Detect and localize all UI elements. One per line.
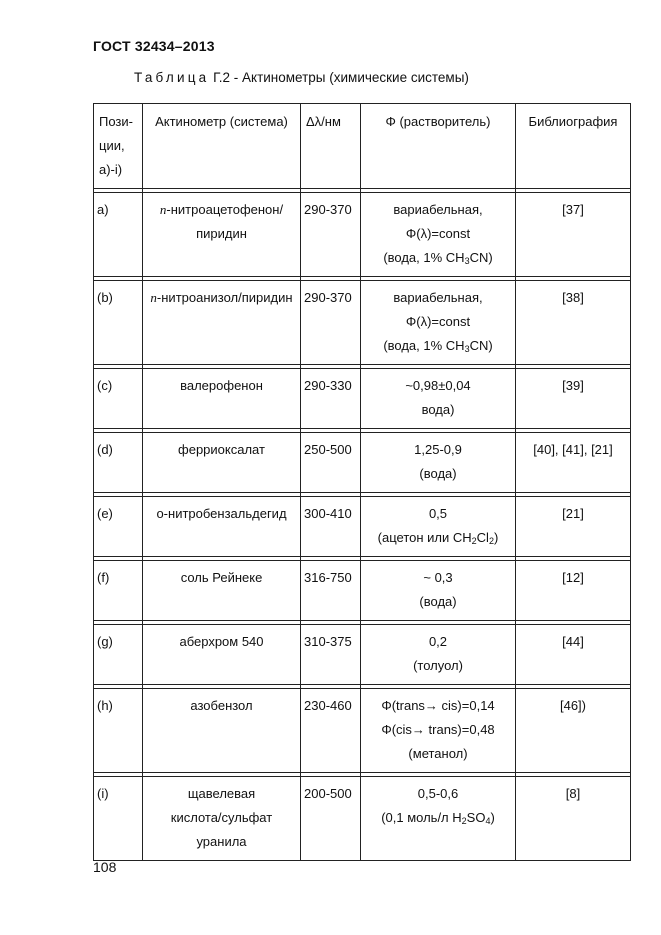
phi-line bbox=[364, 782, 512, 806]
actinometer-line bbox=[146, 830, 297, 854]
cell-range: 250-500 bbox=[301, 433, 361, 493]
phi-line bbox=[364, 630, 512, 654]
header-phi: Φ (растворитель) bbox=[361, 104, 516, 189]
actinometer-line bbox=[146, 222, 297, 246]
cell-actinometer bbox=[143, 689, 301, 773]
cell-position: (g) bbox=[94, 625, 143, 685]
actinometer-text: валерофенон bbox=[180, 378, 263, 393]
header-position-line: ции, bbox=[99, 138, 125, 153]
cell-bibliography: [39] bbox=[516, 369, 631, 429]
cell-phi bbox=[361, 193, 516, 277]
header-position-line: а)-i) bbox=[99, 162, 123, 177]
phi-line bbox=[364, 438, 512, 462]
table-row bbox=[94, 281, 631, 365]
actinometer-prefix: n bbox=[159, 202, 167, 217]
header-position bbox=[94, 104, 143, 189]
cell-bibliography: [12] bbox=[516, 561, 631, 621]
cell-bibliography: [8] bbox=[516, 777, 631, 861]
phi-text: (вода) bbox=[419, 466, 457, 481]
phi-text: 0,5 bbox=[428, 506, 448, 521]
phi-text: ) bbox=[490, 810, 495, 825]
phi-text: (толуол) bbox=[413, 658, 463, 673]
cell-position: (f) bbox=[94, 561, 143, 621]
phi-text: вариабельная, bbox=[393, 202, 483, 217]
phi-text: Φ(cis→ trans)=0,48 bbox=[381, 722, 495, 737]
phi-line bbox=[364, 654, 512, 678]
table-row bbox=[94, 497, 631, 557]
phi-text: 0,5-0,6 bbox=[417, 786, 459, 801]
actinometer-text: кислота/сульфат bbox=[170, 810, 273, 825]
cell-bibliography: [40], [41], [21] bbox=[516, 433, 631, 493]
phi-line bbox=[364, 566, 512, 590]
phi-line bbox=[364, 198, 512, 222]
cell-phi bbox=[361, 561, 516, 621]
actinometer-line bbox=[146, 438, 297, 462]
cell-phi bbox=[361, 281, 516, 365]
cell-actinometer bbox=[143, 433, 301, 493]
actinometer-text: -нитроанизол/пиридин bbox=[156, 290, 293, 305]
cell-phi bbox=[361, 625, 516, 685]
phi-subscript: 2 bbox=[471, 536, 477, 546]
cell-actinometer bbox=[143, 281, 301, 365]
phi-subscript: 3 bbox=[464, 256, 470, 266]
phi-text: (вода, 1% CH bbox=[383, 250, 465, 265]
page-number: 108 bbox=[93, 859, 117, 875]
phi-text: 0,2 bbox=[428, 634, 448, 649]
phi-text: (вода) bbox=[419, 594, 457, 609]
header-range: Δλ/нм bbox=[301, 104, 361, 189]
cell-phi bbox=[361, 497, 516, 557]
actinometer-line bbox=[146, 566, 297, 590]
phi-subscript: 2 bbox=[461, 816, 467, 826]
cell-actinometer bbox=[143, 369, 301, 429]
cell-actinometer bbox=[143, 497, 301, 557]
header-bibliography: Библиография bbox=[516, 104, 631, 189]
cell-actinometer bbox=[143, 625, 301, 685]
actinometer-text: аберхром 540 bbox=[179, 634, 264, 649]
phi-line bbox=[364, 374, 512, 398]
cell-actinometer bbox=[143, 777, 301, 861]
phi-text: CN) bbox=[469, 338, 493, 353]
cell-phi bbox=[361, 369, 516, 429]
phi-line bbox=[364, 462, 512, 486]
table-row bbox=[94, 193, 631, 277]
cell-bibliography: [38] bbox=[516, 281, 631, 365]
actinometer-line bbox=[146, 286, 297, 310]
cell-phi bbox=[361, 433, 516, 493]
table-row bbox=[94, 561, 631, 621]
phi-line bbox=[364, 286, 512, 310]
phi-line bbox=[364, 334, 512, 358]
cell-actinometer bbox=[143, 561, 301, 621]
cell-range: 316-750 bbox=[301, 561, 361, 621]
cell-position: (c) bbox=[94, 369, 143, 429]
actinometer-line bbox=[146, 198, 297, 222]
cell-range: 300-410 bbox=[301, 497, 361, 557]
actinometer-line bbox=[146, 694, 297, 718]
phi-line bbox=[364, 694, 512, 718]
actinometer-line bbox=[146, 806, 297, 830]
actinometer-text: щавелевая bbox=[187, 786, 256, 801]
header-actinometer: Актинометр (система) bbox=[143, 104, 301, 189]
cell-bibliography: [44] bbox=[516, 625, 631, 685]
cell-position: (h) bbox=[94, 689, 143, 773]
actinometer-prefix: n bbox=[150, 290, 157, 305]
phi-text: Φ(λ)=const bbox=[405, 314, 471, 329]
phi-line bbox=[364, 310, 512, 334]
cell-actinometer bbox=[143, 193, 301, 277]
cell-position: a) bbox=[94, 193, 143, 277]
cell-range: 290-370 bbox=[301, 193, 361, 277]
phi-text: SO bbox=[466, 810, 486, 825]
cell-phi bbox=[361, 689, 516, 773]
cell-phi bbox=[361, 777, 516, 861]
cell-range: 230-460 bbox=[301, 689, 361, 773]
phi-text: 1,25-0,9 bbox=[414, 442, 462, 457]
phi-line bbox=[364, 246, 512, 270]
header-position-line: Пози- bbox=[99, 114, 133, 129]
phi-text: Cl bbox=[476, 530, 489, 545]
cell-position: (b) bbox=[94, 281, 143, 365]
phi-text: CN) bbox=[469, 250, 493, 265]
phi-text: вода) bbox=[421, 402, 455, 417]
standard-designation: ГОСТ 32434–2013 bbox=[93, 38, 215, 54]
table-row bbox=[94, 369, 631, 429]
actinometer-text: пиридин bbox=[196, 226, 247, 241]
actinometer-text: уранила bbox=[196, 834, 247, 849]
actinometer-text: соль Рейнеке bbox=[180, 570, 263, 585]
table-row bbox=[94, 689, 631, 773]
table-header-row bbox=[94, 104, 631, 189]
cell-position: (i) bbox=[94, 777, 143, 861]
cell-range: 290-330 bbox=[301, 369, 361, 429]
actinometer-line bbox=[146, 782, 297, 806]
cell-position: (d) bbox=[94, 433, 143, 493]
phi-line bbox=[364, 502, 512, 526]
actinometer-text: -нитроацетофенон/ bbox=[166, 202, 284, 217]
phi-text: (ацетон или CH bbox=[377, 530, 472, 545]
phi-line bbox=[364, 806, 512, 830]
table-caption bbox=[134, 70, 469, 85]
phi-line bbox=[364, 590, 512, 614]
actinometer-line bbox=[146, 630, 297, 654]
phi-line bbox=[364, 398, 512, 422]
cell-range: 310-375 bbox=[301, 625, 361, 685]
cell-range: 290-370 bbox=[301, 281, 361, 365]
phi-text: Φ(trans→ cis)=0,14 bbox=[381, 698, 495, 713]
phi-line bbox=[364, 222, 512, 246]
phi-line bbox=[364, 742, 512, 766]
actinometer-line bbox=[146, 502, 297, 526]
phi-text: (вода, 1% CH bbox=[383, 338, 465, 353]
actinometer-text: ферриоксалат bbox=[178, 442, 265, 457]
cell-bibliography: [21] bbox=[516, 497, 631, 557]
actinometer-text: азобензол bbox=[190, 698, 253, 713]
phi-subscript: 2 bbox=[488, 536, 494, 546]
caption-title: Г.2 - Актинометры (химические системы) bbox=[209, 70, 469, 85]
cell-position: (e) bbox=[94, 497, 143, 557]
phi-subscript: 4 bbox=[485, 816, 491, 826]
phi-text: (0,1 моль/л H bbox=[381, 810, 462, 825]
phi-line bbox=[364, 526, 512, 550]
cell-bibliography: [37] bbox=[516, 193, 631, 277]
phi-text: вариабельная, bbox=[393, 290, 483, 305]
cell-bibliography: [46]) bbox=[516, 689, 631, 773]
phi-text: Φ(λ)=const bbox=[405, 226, 471, 241]
phi-text: (метанол) bbox=[408, 746, 468, 761]
table-row bbox=[94, 433, 631, 493]
table-row bbox=[94, 777, 631, 861]
table-row bbox=[94, 625, 631, 685]
phi-text: ~0,98±0,04 bbox=[405, 378, 471, 393]
phi-subscript: 3 bbox=[464, 344, 470, 354]
actinometer-text: о-нитробензальдегид bbox=[156, 506, 287, 521]
actinometer-line bbox=[146, 374, 297, 398]
phi-text: ~ 0,3 bbox=[423, 570, 453, 585]
cell-range: 200-500 bbox=[301, 777, 361, 861]
actinometer-table bbox=[93, 103, 631, 861]
phi-text: ) bbox=[493, 530, 499, 545]
caption-word: Таблица bbox=[134, 70, 210, 85]
phi-line bbox=[364, 718, 512, 742]
